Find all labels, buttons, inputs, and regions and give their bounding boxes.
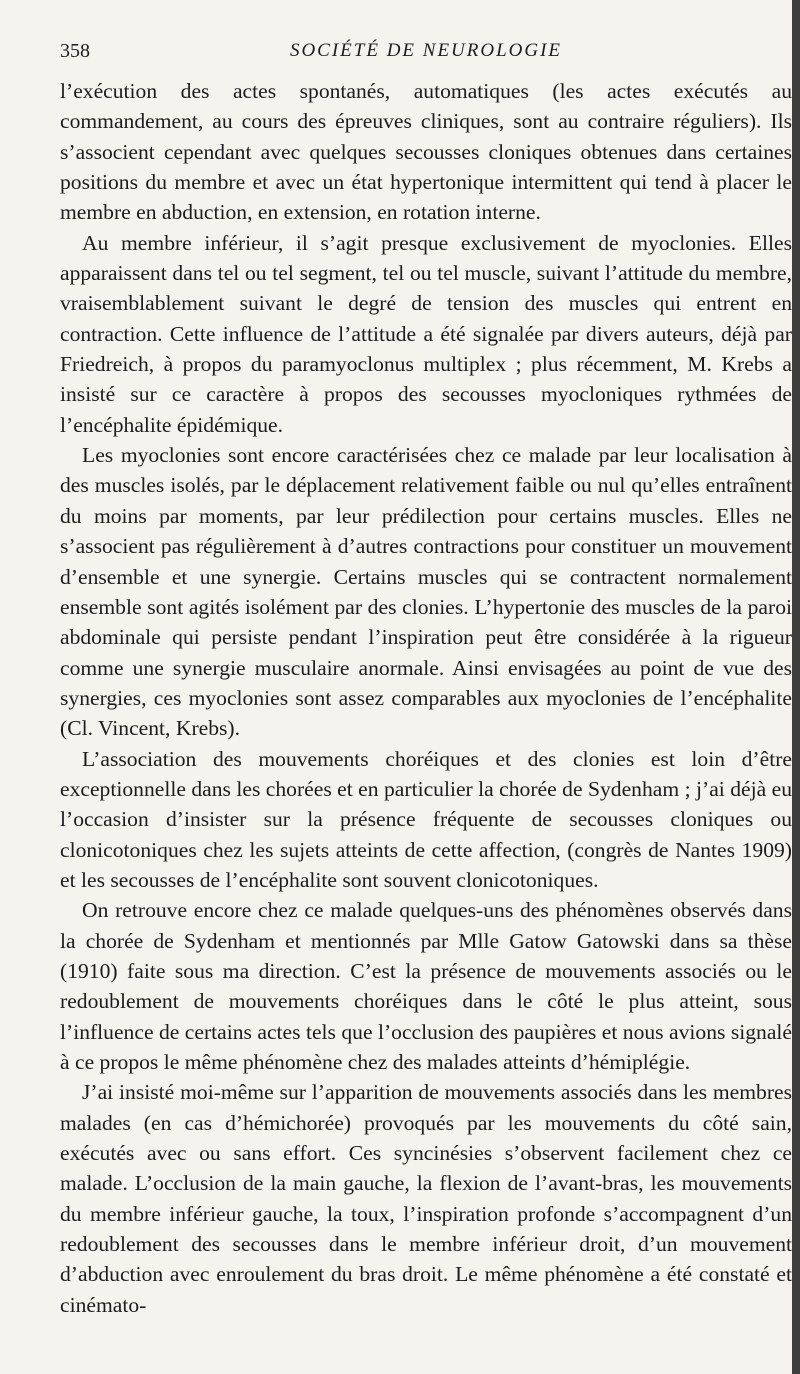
- journal-title: SOCIÉTÉ DE NEUROLOGIE: [289, 40, 563, 61]
- paragraph: L’association des mouvements choréiques et des clonies est loin d’être exceptionnelle dans les chorées et en particulier la chorée de Sydenham ; j’ai déjà eu l’occasion d’insister sur la présence fréquente de secousses cloniques ou clonicotoniques chez les sujets atteints de cette affection, (congrès de Nantes 1909) et les secousses de l’encéphalite sont souvent clonicotoniques.: [60, 746, 792, 892]
- body-text: [60, 76, 792, 1320]
- page-number: 358: [60, 40, 90, 62]
- paragraph: l’exécution des actes spontanés, automatiques (les actes exécutés au commandement, au cours des épreuves cliniques, sont au contraire réguliers). Ils s’associent cependant avec quelques secousses cloniques obtenues dans certaines positions du membre et avec un état hypertonique intermittent qui tend à placer le membre en abduction, en extension, en rotation interne.: [60, 79, 792, 225]
- running-head: [60, 40, 792, 76]
- paragraph: Les myoclonies sont encore caractérisées chez ce malade par leur localisation à des muscles isolés, par le déplacement relativement faible ou nul qu’elles entraînent du moins par moments, par leur prédilection pour certains muscles. Elles ne s’associent pas régulièrement à d’autres contractions pour constituer un mouvement d’ensemble et une synergie. Certains muscles qui se contractent normalement ensemble sont agités isolément par des clonies. L’hypertonie des muscles de la paroi abdominale qui persiste pendant l’inspiration peut être considérée à la rigueur comme une synergie musculaire anormale. Ainsi envisagées au point de vue des synergies, ces myoclonies sont assez comparables aux myoclonies de l’encéphalite (Cl. Vincent, Krebs).: [60, 443, 792, 741]
- paragraph: Au membre inférieur, il s’agit presque exclusivement de myoclonies. Elles apparaissent dans tel ou tel segment, tel ou tel muscle, suivant l’attitude du membre, vraisemblablement suivant le degré de tension des muscles qui entrent en contraction. Cette influence de l’attitude a été signalée par divers auteurs, déjà par Friedreich, à propos du paramyoclonus multiplex ; plus récemment, M. Krebs a insisté sur ce caractère à propos des secousses myocloniques rythmées de l’encéphalite épidémique.: [60, 230, 792, 437]
- document-page: [60, 40, 792, 1320]
- paragraph: J’ai insisté moi-même sur l’apparition de mouvements associés dans les membres malades (en cas d’hémichorée) provoqués par les mouvements du côté sain, exécutés avec ou sans effort. Ces syncinésies s’observent facilement chez ce malade. L’occlusion de la main gauche, la flexion de l’avant-bras, les mouvements du membre inférieur gauche, la toux, l’inspiration profonde s’accompagnent d’un redoublement des secousses dans le membre inférieur droit, d’un mouvement d’abduction avec enroulement du bras droit. Le même phénomène a été constaté et cinémato-: [60, 1080, 792, 1317]
- page-edge-shadow: [792, 0, 800, 1374]
- paragraph: On retrouve encore chez ce malade quelques-uns des phénomènes observés dans la chorée de Sydenham et mentionnés par Mlle Gatow Gatowski dans sa thèse (1910) faite sous ma direction. C’est la présence de mouvements associés ou le redoublement de mouvements choréiques dans le côté le plus atteint, sous l’influence de certains actes tels que l’occlusion des paupières et nous avions signalé à ce propos le même phénomène chez des malades atteints d’hémiplégie.: [60, 898, 792, 1074]
